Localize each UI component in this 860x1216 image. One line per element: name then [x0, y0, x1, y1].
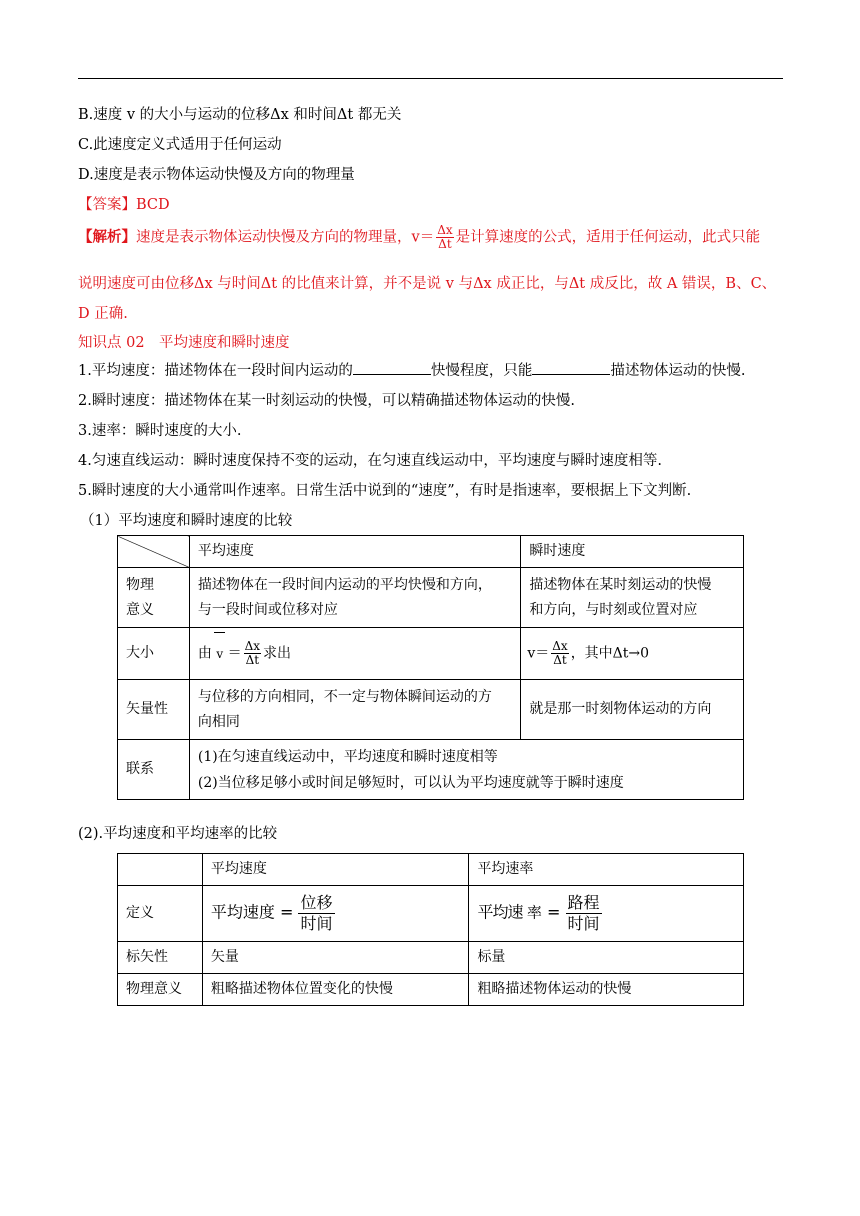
header-instantaneous-velocity: 瞬时速度: [521, 536, 744, 568]
row-label-definition: 定义: [118, 886, 203, 942]
cell-avg-vector: [189, 680, 520, 740]
formula-prefix: 由: [197, 645, 212, 662]
formula-suffix: 求出: [263, 645, 292, 662]
answer: 【答案】BCD: [78, 197, 170, 213]
point-1-text-c: 描述物体运动的快慢.: [610, 363, 746, 379]
table1-caption: （1）平均速度和瞬时速度的比较: [80, 513, 293, 529]
diagonal-header-cell: [118, 536, 190, 568]
comparison-table-2: [117, 853, 744, 1006]
cell-line-2: (2)当位移足够小或时间足够短时，可以认为平均速度就等于瞬时速度: [197, 774, 624, 791]
table-row: [118, 568, 744, 628]
label-line-2: 意义: [126, 601, 154, 618]
cell-inst-vector: 就是那一时刻物体运动的方向: [521, 680, 744, 740]
table-row: [118, 628, 744, 680]
table-row: [118, 974, 744, 1006]
cell-avg-size: [189, 628, 520, 680]
cell-rate-definition: 平均速 率 = $\frac{\text{路程}}{\text{时间}}$: [469, 886, 744, 942]
cell-relation: [189, 740, 743, 800]
header-average-velocity: 平均速度: [202, 854, 469, 886]
table-row: [118, 680, 744, 740]
table-row: [118, 886, 744, 942]
header-average-velocity: 平均速度: [189, 536, 520, 568]
fraction-denominator: Δt: [245, 653, 260, 667]
cell-avg-meaning: [189, 568, 520, 628]
analysis-text-2: 是计算速度的公式，适用于任何运动，此式只能: [455, 229, 761, 246]
cell-line-2: 向相同: [197, 713, 240, 730]
cell-inst-meaning: [521, 568, 744, 628]
fill-blank-1[interactable]: [353, 360, 431, 375]
cell-rate-meaning: 粗略描述物体运动的快慢: [469, 974, 744, 1006]
row-label-meaning: 物理意义: [118, 974, 203, 1006]
cell-line-1: 与位移的方向相同，不一定与物体瞬间运动的方: [197, 688, 492, 705]
v-bar-symbol: v: [216, 642, 223, 667]
fill-blank-2[interactable]: [532, 360, 610, 375]
fraction-denominator: 时间: [300, 914, 333, 933]
point-3: 3.速率：瞬时速度的大小.: [78, 423, 242, 439]
analysis-label: 【解析】: [78, 228, 136, 246]
option-d: D.速度是表示物体运动快慢及方向的物理量: [78, 167, 355, 183]
cell-line-1: (1)在匀速直线运动中，平均速度和瞬时速度相等: [197, 748, 498, 765]
row-label-relation: 联系: [118, 740, 190, 800]
point-1-text-a: 1.平均速度：描述物体在一段时间内运动的: [78, 363, 353, 379]
analysis-line-2: 说明速度可由位移Δx 与时间Δt 的比值来计算，并不是说 v 与Δx 成正比，与Δt 成反比，故 A 错误，B、C、: [78, 276, 777, 292]
equals-sign: ＝: [227, 645, 242, 662]
header-rule: [78, 78, 783, 79]
empty-header-cell: [118, 854, 203, 886]
formula-lhs-a: 平均速: [477, 902, 523, 922]
cell-line-2: 和方向，与时刻或位置对应: [529, 601, 698, 618]
fraction-numerator: 位移: [300, 893, 333, 912]
analysis-line-1: [78, 224, 760, 251]
option-b: B.速度 v 的大小与运动的位移Δx 和时间Δt 都无关: [78, 107, 402, 123]
avg-speed-definition-fraction: [566, 893, 602, 934]
fraction-denominator: Δt: [553, 653, 567, 667]
analysis-fraction: [436, 224, 453, 251]
fraction-numerator: 路程: [567, 893, 600, 912]
avg-velocity-definition-fraction: [298, 893, 334, 934]
cell-line-1: 描述物体在某时刻运动的快慢: [529, 576, 712, 593]
point-2: 2.瞬时速度：描述物体在某一时刻运动的快慢，可以精确描述物体运动的快慢.: [78, 393, 575, 409]
header-average-speed: 平均速率: [469, 854, 744, 886]
fraction-numerator: Δx: [437, 223, 453, 237]
row-label-type: 标矢性: [118, 942, 203, 974]
formula-lhs: 平均速度: [210, 902, 275, 922]
avg-velocity-fraction: [244, 640, 261, 667]
row-label-size: 大小: [118, 628, 190, 680]
comparison-table-1: [117, 535, 744, 800]
cell-avg-type: 矢量: [202, 942, 469, 974]
option-c: C.此速度定义式适用于任何运动: [78, 137, 282, 153]
fraction-denominator: 时间: [567, 914, 600, 933]
cell-line-2: 与一段时间或位移对应: [197, 601, 338, 618]
inst-velocity-fraction: [551, 640, 568, 667]
cell-avg-definition: 平均速度 = $\frac{\text{位移}}{\text{时间}}$: [202, 886, 469, 942]
table-row: [118, 942, 744, 974]
point-5: 5.瞬时速度的大小通常叫作速率。日常生活中说到的“速度”，有时是指速率，要根据上下文判断.: [78, 483, 692, 499]
point-1: [78, 359, 745, 380]
formula-lhs-b: 率: [526, 903, 542, 922]
row-label-vector: 矢量性: [118, 680, 190, 740]
fraction-numerator: Δx: [244, 639, 261, 653]
section-title: 知识点 02 平均速度和瞬时速度: [78, 335, 290, 351]
formula-prefix: v＝: [527, 645, 550, 662]
label-line-1: 物理: [126, 576, 154, 593]
table-row: [118, 854, 744, 886]
row-label-meaning: [118, 568, 190, 628]
cell-line-1: 描述物体在一段时间内运动的平均快慢和方向，: [197, 576, 492, 593]
table-row: [118, 740, 744, 800]
cell-avg-meaning: 粗略描述物体位置变化的快慢: [202, 974, 469, 1006]
point-1-text-b: 快慢程度，只能: [430, 363, 533, 379]
point-4: 4.匀速直线运动：瞬时速度保持不变的运动，在匀速直线运动中，平均速度与瞬时速度相等.: [78, 453, 662, 469]
formula-suffix: ，其中Δt→0: [570, 645, 650, 662]
table2-caption: (2).平均速度和平均速率的比较: [78, 826, 278, 842]
analysis-line-3: D 正确.: [78, 306, 128, 322]
cell-inst-size: [521, 628, 744, 680]
fraction-numerator: Δx: [552, 639, 568, 653]
analysis-text-1: 速度是表示物体运动快慢及方向的物理量，v＝: [136, 229, 435, 246]
table-row: [118, 536, 744, 568]
fraction-denominator: Δt: [438, 237, 452, 251]
cell-rate-type: 标量: [469, 942, 744, 974]
